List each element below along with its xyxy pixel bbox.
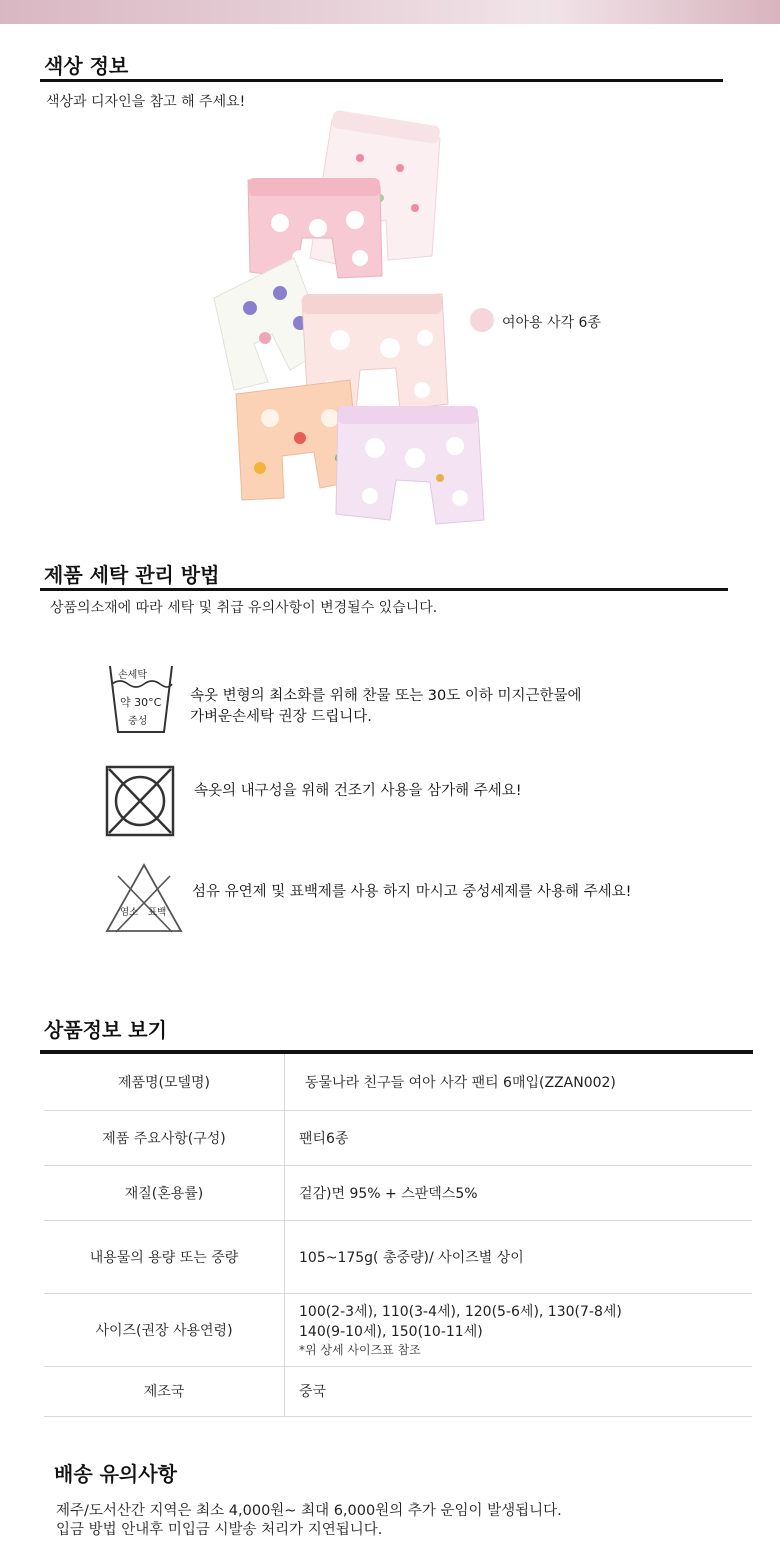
product-info-table <box>44 1054 752 1417</box>
shipping-line-1: 제주/도서산간 지역은 최소 4,000원~ 최대 6,000원의 추가 운임이 발생됩니다. <box>56 1503 562 1519</box>
care-text-2: 속옷의 내구성을 위해 건조기 사용을 삼가해 주세요! <box>194 783 522 799</box>
color-section-subtitle: 색상과 디자인을 참고 해 주세요! <box>46 94 246 110</box>
table-row <box>44 1293 752 1366</box>
wash-section-title: 제품 세탁 관리 방법 <box>44 563 220 587</box>
hand-wash-temp: 약 30°C <box>120 696 162 709</box>
table-row <box>44 1220 752 1293</box>
wash-section-rule <box>40 588 728 591</box>
row-label: 내용물의 용량 또는 중량 <box>44 1220 285 1293</box>
care-text-1-line2: 가벼운손세탁 권장 드립니다. <box>190 709 372 725</box>
row-label: 제품 주요사항(구성) <box>44 1110 285 1165</box>
shipping-title: 배송 유의사항 <box>54 1462 177 1486</box>
no-tumble-dry-icon <box>105 765 175 837</box>
color-section-title: 색상 정보 <box>44 54 129 78</box>
table-row <box>44 1366 752 1416</box>
row-value: 팬티6종 <box>285 1110 753 1165</box>
hand-wash-icon <box>106 662 176 736</box>
row-value: 105~175g( 총중량)/ 사이즈별 상이 <box>285 1220 753 1293</box>
panty-pink-bear <box>248 178 382 278</box>
size-line-2: 140(9-10세), 150(10-11세) <box>299 1324 483 1340</box>
table-row <box>44 1165 752 1220</box>
care-text-1-line1: 속옷 변형의 최소화를 위해 찬물 또는 30도 이하 미지근한물에 <box>190 688 582 704</box>
row-label: 사이즈(권장 사용연령) <box>44 1293 285 1366</box>
row-value: 중국 <box>285 1366 753 1416</box>
hand-wash-label: 손세탁 <box>118 670 147 681</box>
care-text-3: 섬유 유연제 및 표백제를 사용 하지 마시고 중성세제를 사용해 주세요! <box>192 884 632 900</box>
care-text-1 <box>190 686 582 728</box>
size-line-1: 100(2-3세), 110(3-4세), 120(5-6세), 130(7-8세) <box>299 1304 622 1320</box>
row-value: 겉감)면 95% + 스판덱스5% <box>285 1165 753 1220</box>
no-bleach-label-2: 표백 <box>148 907 167 918</box>
shipping-line-2: 입금 방법 안내후 미입금 시발송 처리가 지연됩니다. <box>56 1522 383 1538</box>
top-photo-strip <box>0 0 780 24</box>
table-row <box>44 1110 752 1165</box>
wash-section-subtitle: 상품의소재에 따라 세탁 및 취급 유의사항이 변경될수 있습니다. <box>50 600 438 616</box>
no-bleach-icon <box>104 862 184 934</box>
row-label: 제품명(모델명) <box>44 1054 285 1110</box>
hand-wash-neutral: 중성 <box>128 716 148 727</box>
panty-lilac <box>336 406 484 524</box>
row-label: 제조국 <box>44 1366 285 1416</box>
shipping-text <box>56 1502 562 1540</box>
table-row <box>44 1054 752 1110</box>
size-note: *위 상세 사이즈표 참조 <box>299 1343 421 1357</box>
no-bleach-label-1: 염소 <box>120 907 139 918</box>
color-swatch-label: 여아용 사각 6종 <box>502 315 601 331</box>
row-value-sizes <box>285 1293 753 1366</box>
color-swatch <box>470 308 494 332</box>
color-section-rule <box>40 79 723 82</box>
product-photo <box>210 108 495 538</box>
row-value: 동물나라 친구들 여아 사각 팬티 6매입(ZZAN002) <box>285 1054 753 1110</box>
row-label: 재질(혼용률) <box>44 1165 285 1220</box>
product-info-title: 상품정보 보기 <box>44 1018 167 1042</box>
